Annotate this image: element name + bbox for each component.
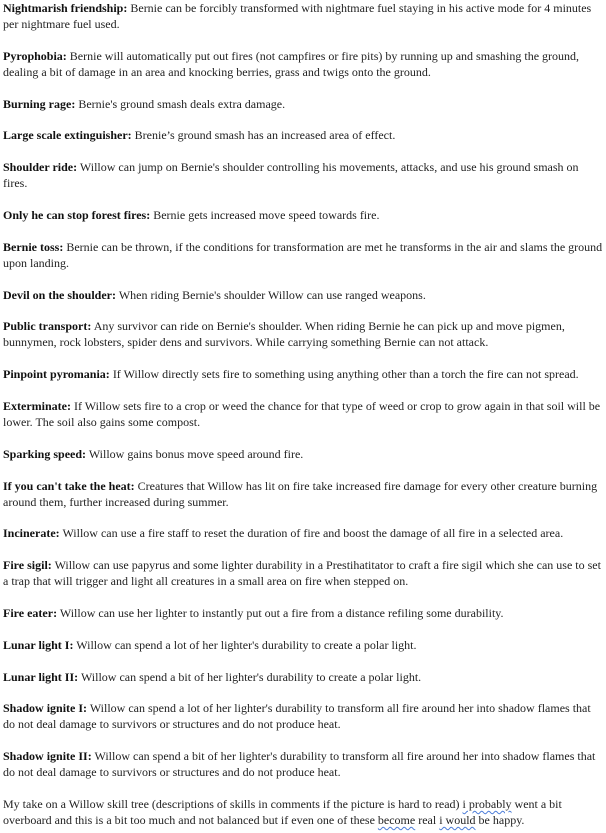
skill-term: Fire eater: <box>3 605 58 620</box>
skill-devil-on-the-shoulder <box>3 287 603 303</box>
skill-fire-eater <box>3 605 603 621</box>
skill-term: Fire sigil: <box>3 558 52 573</box>
skill-shoulder-ride <box>3 159 603 191</box>
skill-description: Willow gains bonus move speed around fire. <box>88 446 304 461</box>
skill-term: Sparking speed: <box>3 446 87 461</box>
skill-description: Willow can use a fire staff to reset the duration of fire and boost the damage of all fire in a selected area. <box>62 526 564 541</box>
skill-description: When riding Bernie's shoulder Willow can use ranged weapons. <box>118 287 426 302</box>
skill-lunar-light-2 <box>3 669 603 685</box>
skill-term: Nightmarish friendship: <box>3 1 128 15</box>
skill-term: Large scale extinguisher: <box>3 128 132 143</box>
closing-text: went a bit overboard and this is a bit too much and not balanced but if even one of these <box>3 796 562 827</box>
skill-term: Devil on the shoulder: <box>3 287 117 302</box>
skill-pyrophobia <box>3 48 603 80</box>
skill-sparking-speed <box>3 446 603 462</box>
skill-term: Lunar light II: <box>3 669 79 684</box>
skill-term: Public transport: <box>3 319 92 334</box>
skill-description: If Willow sets fire to a crop or weed the chance for that type of weed or crop to grow again in that soil will be lower. The soil also gains some compost. <box>3 398 601 429</box>
skill-term: If you can't take the heat: <box>3 478 135 493</box>
skill-term: Only he can stop forest fires: <box>3 207 151 222</box>
closing-text: My take on a Willow skill tree (descriptions of skills in comments if the picture is hard to read) <box>3 796 463 811</box>
skill-term: Shadow ignite I: <box>3 701 88 716</box>
skill-pinpoint-pyromania <box>3 366 603 382</box>
skill-term: Lunar light I: <box>3 637 74 652</box>
skill-term: Burning rage: <box>3 96 76 111</box>
skill-term: Shadow ignite II: <box>3 749 92 764</box>
skill-description: Bernie can be forcibly transformed with nightmare fuel staying in his active mode for 4 minutes per nightmare fuel used. <box>3 1 592 31</box>
skill-term: Pinpoint pyromania: <box>3 367 110 382</box>
skill-description: Bernie can be thrown, if the conditions for transformation are met he transforms in the air and slams the ground upon landing. <box>3 239 603 270</box>
skill-description: Brenie’s ground smash has an increased area of effect. <box>134 128 396 143</box>
skill-description: Willow can use papyrus and some lighter durability in a Prestihatitator to craft a fire sigil which she can use to set a trap that will trigger and light all creatures in a small area on fire when stepped on. <box>3 558 601 589</box>
skill-description: Bernie's ground smash deals extra damage. <box>78 96 286 111</box>
skill-lunar-light-1 <box>3 637 603 653</box>
closing-text: be happy. <box>475 812 525 827</box>
skill-term: Bernie toss: <box>3 239 64 254</box>
document-body <box>3 0 603 828</box>
skill-description: Creatures that Willow has lit on fire take increased fire damage for every other creature burning around them, further increased during summer. <box>3 478 598 509</box>
skill-fire-sigil <box>3 557 603 589</box>
skill-shadow-ignite-1 <box>3 700 603 732</box>
skill-nightmarish-friendship <box>3 0 603 32</box>
skill-if-you-cant-take-the-heat <box>3 478 603 510</box>
spellcheck-flagged-word[interactable]: become <box>377 812 416 827</box>
skill-description: Willow can spend a lot of her lighter's durability to transform all fire around her into shadow flames that do not deal damage to survivors or structures and do not produce heat. <box>3 701 591 732</box>
skill-public-transport <box>3 318 603 350</box>
skill-exterminate <box>3 398 603 430</box>
skill-description: Willow can spend a bit of her lighter's durability to transform all fire around her into shadow flames that do not deal damage to survivors or structures and do not produce heat. <box>3 749 596 780</box>
spellcheck-flagged-word[interactable]: i probably <box>462 796 512 811</box>
skill-description: Bernie gets increased move speed towards fire. <box>153 207 380 222</box>
skill-description: Willow can spend a bit of her lighter's durability to create a polar light. <box>80 669 422 684</box>
skill-description: Willow can jump on Bernie's shoulder controlling his movements, attacks, and use his ground smash on fires. <box>3 160 579 191</box>
skill-term: Shoulder ride: <box>3 160 78 175</box>
skill-description: Bernie will automatically put out fires (not campfires or fire pits) by running up and smashing the ground, dealing a bit of damage in an area and knocking berries, grass and twigs onto the ground. <box>3 48 580 79</box>
skill-only-he-can-stop-forest-fires <box>3 207 603 223</box>
closing-comment <box>3 796 603 828</box>
skill-bernie-toss <box>3 239 603 271</box>
skill-term: Exterminate: <box>3 398 71 413</box>
closing-text: real <box>415 812 440 827</box>
skill-description: If Willow directly sets fire to something using anything other than a torch the fire can not spread. <box>112 367 579 382</box>
skill-large-scale-extinguisher <box>3 127 603 143</box>
skill-description: Willow can use her lighter to instantly put out a fire from a distance refiling some durability. <box>59 605 504 620</box>
skill-term: Pyrophobia: <box>3 48 67 63</box>
skill-description: Any survivor can ride on Bernie's shoulder. When riding Bernie he can pick up and move pigmen, bunnymen, rock lobsters, spider dens and survivors. While carrying something Bernie can not attack. <box>3 319 565 350</box>
skill-burning-rage <box>3 96 603 112</box>
spellcheck-flagged-word[interactable]: i would <box>439 812 476 827</box>
skill-incinerate <box>3 525 603 541</box>
skill-shadow-ignite-2 <box>3 748 603 780</box>
skill-description: Willow can spend a lot of her lighter's durability to create a polar light. <box>76 637 417 652</box>
skill-term: Incinerate: <box>3 526 60 541</box>
